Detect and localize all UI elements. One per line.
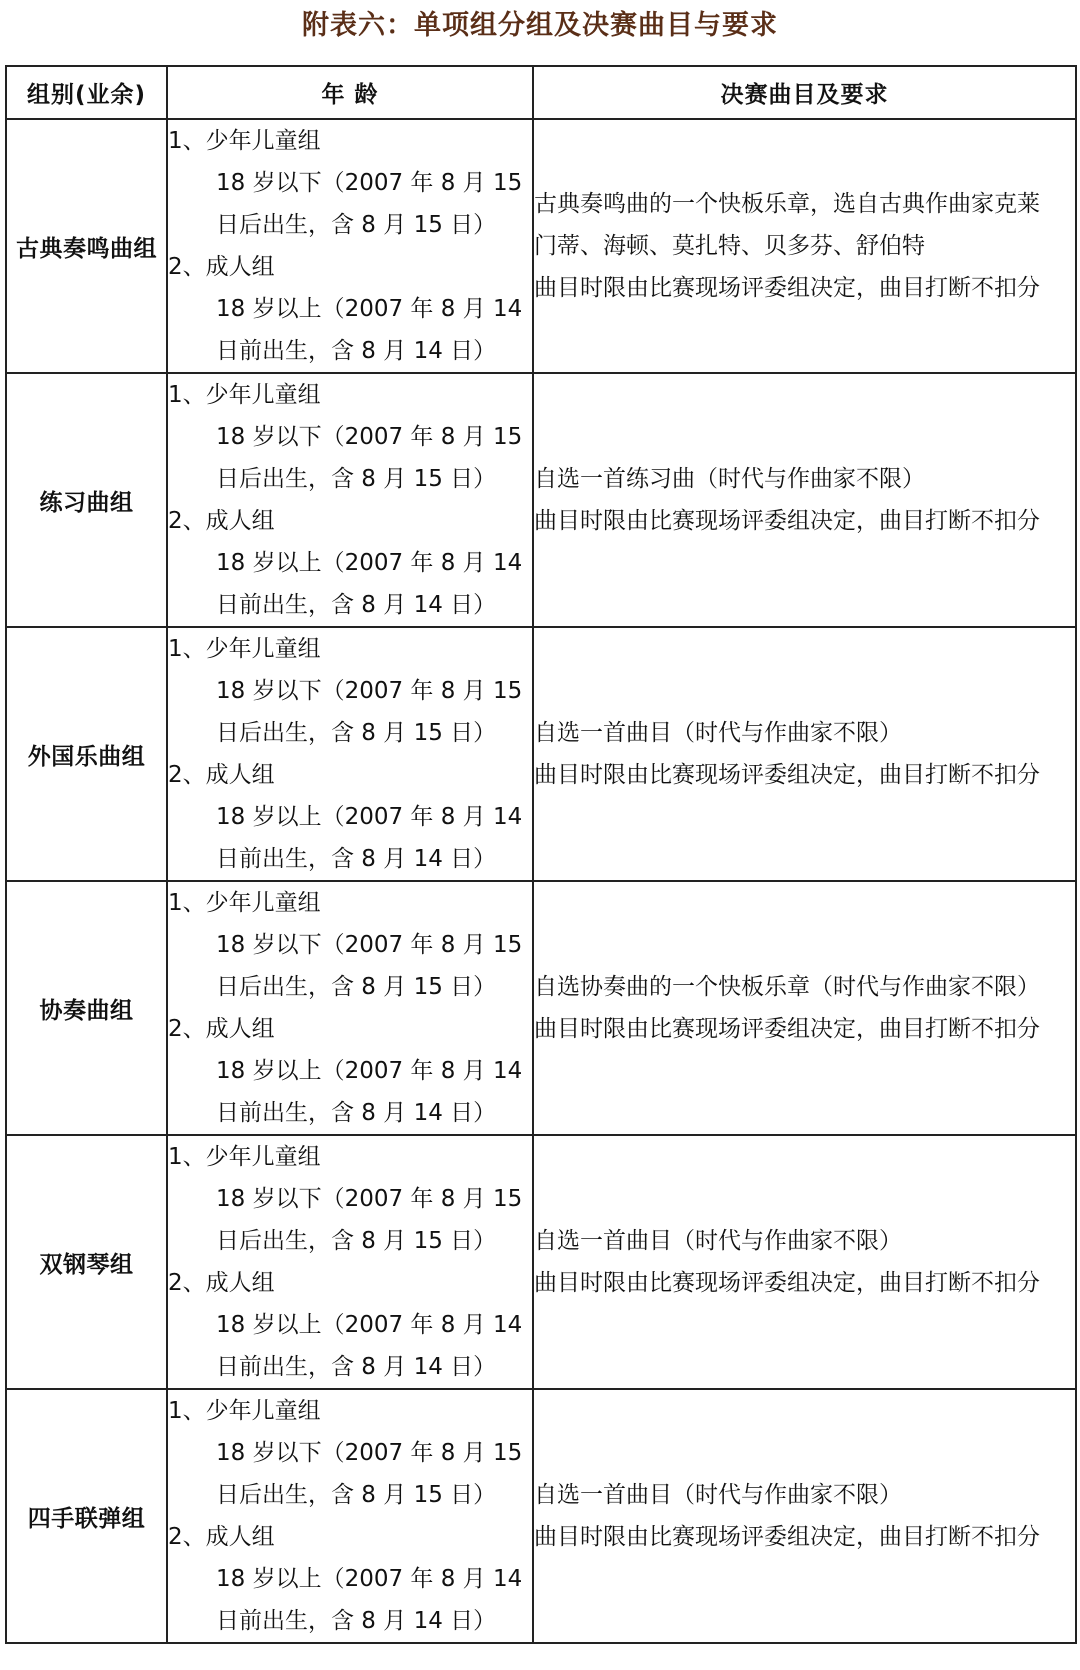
requirement-line: 曲目时限由比赛现场评委组决定，曲目打断不扣分 bbox=[534, 1270, 1040, 1296]
requirement-line: 曲目时限由比赛现场评委组决定，曲目打断不扣分 bbox=[534, 1016, 1040, 1042]
requirement-line: 曲目时限由比赛现场评委组决定，曲目打断不扣分 bbox=[534, 275, 1040, 301]
header-age: 年 龄 bbox=[167, 66, 533, 119]
requirement-line: 自选一首曲目（时代与作曲家不限） bbox=[534, 1482, 902, 1508]
junior-range-line2: 日后出生，含 8 月 15 日） bbox=[216, 974, 497, 1000]
table-row bbox=[6, 1135, 1076, 1389]
header-group: 组别(业余) bbox=[6, 66, 167, 119]
junior-range-line1: 18 岁以下（2007 年 8 月 15 bbox=[216, 932, 523, 958]
group-cell: 古典奏鸣曲组 bbox=[6, 119, 167, 373]
junior-label: 1、少年儿童组 bbox=[168, 636, 321, 662]
adult-range-line2: 日前出生，含 8 月 14 日） bbox=[216, 846, 497, 872]
table-row bbox=[6, 119, 1076, 373]
adult-range-line1: 18 岁以上（2007 年 8 月 14 bbox=[216, 1312, 523, 1338]
requirement-line: 古典奏鸣曲的一个快板乐章，选自古典作曲家克莱 bbox=[534, 191, 1040, 217]
schedule-table bbox=[5, 65, 1077, 1644]
requirement-line: 曲目时限由比赛现场评委组决定，曲目打断不扣分 bbox=[534, 1524, 1040, 1550]
group-cell: 双钢琴组 bbox=[6, 1135, 167, 1389]
table-row bbox=[6, 373, 1076, 627]
age-cell bbox=[167, 119, 533, 373]
requirements-cell bbox=[533, 1135, 1076, 1389]
table-row bbox=[6, 1389, 1076, 1643]
requirement-line: 自选一首曲目（时代与作曲家不限） bbox=[534, 720, 902, 746]
adult-label: 2、成人组 bbox=[168, 508, 275, 534]
adult-range-line1: 18 岁以上（2007 年 8 月 14 bbox=[216, 804, 523, 830]
junior-range-line1: 18 岁以下（2007 年 8 月 15 bbox=[216, 424, 523, 450]
group-cell: 外国乐曲组 bbox=[6, 627, 167, 881]
requirement-line: 自选一首曲目（时代与作曲家不限） bbox=[534, 1228, 902, 1254]
table-header-row bbox=[6, 66, 1076, 119]
requirements-cell bbox=[533, 119, 1076, 373]
header-requirements: 决赛曲目及要求 bbox=[533, 66, 1076, 119]
age-cell bbox=[167, 1135, 533, 1389]
junior-range-line2: 日后出生，含 8 月 15 日） bbox=[216, 720, 497, 746]
requirements-cell bbox=[533, 627, 1076, 881]
adult-label: 2、成人组 bbox=[168, 1524, 275, 1550]
junior-range-line1: 18 岁以下（2007 年 8 月 15 bbox=[216, 1186, 523, 1212]
age-cell bbox=[167, 1389, 533, 1643]
junior-label: 1、少年儿童组 bbox=[168, 1398, 321, 1424]
junior-range-line1: 18 岁以下（2007 年 8 月 15 bbox=[216, 678, 523, 704]
adult-range-line2: 日前出生，含 8 月 14 日） bbox=[216, 1608, 497, 1634]
adult-range-line1: 18 岁以上（2007 年 8 月 14 bbox=[216, 296, 523, 322]
junior-range-line2: 日后出生，含 8 月 15 日） bbox=[216, 1482, 497, 1508]
age-cell bbox=[167, 627, 533, 881]
adult-label: 2、成人组 bbox=[168, 1270, 275, 1296]
requirement-line: 曲目时限由比赛现场评委组决定，曲目打断不扣分 bbox=[534, 508, 1040, 534]
page-title: 附表六：单项组分组及决赛曲目与要求 bbox=[302, 10, 778, 41]
group-cell: 协奏曲组 bbox=[6, 881, 167, 1135]
requirement-line: 自选协奏曲的一个快板乐章（时代与作曲家不限） bbox=[534, 974, 1040, 1000]
junior-label: 1、少年儿童组 bbox=[168, 890, 321, 916]
adult-label: 2、成人组 bbox=[168, 254, 275, 280]
adult-range-line2: 日前出生，含 8 月 14 日） bbox=[216, 1100, 497, 1126]
table-body bbox=[6, 119, 1076, 1643]
adult-range-line1: 18 岁以上（2007 年 8 月 14 bbox=[216, 550, 523, 576]
group-cell: 四手联弹组 bbox=[6, 1389, 167, 1643]
adult-range-line2: 日前出生，含 8 月 14 日） bbox=[216, 1354, 497, 1380]
requirements-cell bbox=[533, 1389, 1076, 1643]
requirements-cell bbox=[533, 881, 1076, 1135]
requirements-cell bbox=[533, 373, 1076, 627]
adult-range-line1: 18 岁以上（2007 年 8 月 14 bbox=[216, 1566, 523, 1592]
age-cell bbox=[167, 373, 533, 627]
adult-label: 2、成人组 bbox=[168, 762, 275, 788]
adult-range-line2: 日前出生，含 8 月 14 日） bbox=[216, 338, 497, 364]
requirement-line: 曲目时限由比赛现场评委组决定，曲目打断不扣分 bbox=[534, 762, 1040, 788]
table-row bbox=[6, 881, 1076, 1135]
junior-range-line2: 日后出生，含 8 月 15 日） bbox=[216, 466, 497, 492]
junior-label: 1、少年儿童组 bbox=[168, 382, 321, 408]
adult-range-line2: 日前出生，含 8 月 14 日） bbox=[216, 592, 497, 618]
table-row bbox=[6, 627, 1076, 881]
junior-range-line2: 日后出生，含 8 月 15 日） bbox=[216, 1228, 497, 1254]
junior-range-line1: 18 岁以下（2007 年 8 月 15 bbox=[216, 170, 523, 196]
junior-label: 1、少年儿童组 bbox=[168, 128, 321, 154]
group-cell: 练习曲组 bbox=[6, 373, 167, 627]
requirement-line: 自选一首练习曲（时代与作曲家不限） bbox=[534, 466, 925, 492]
adult-range-line1: 18 岁以上（2007 年 8 月 14 bbox=[216, 1058, 523, 1084]
junior-range-line1: 18 岁以下（2007 年 8 月 15 bbox=[216, 1440, 523, 1466]
age-cell bbox=[167, 881, 533, 1135]
junior-label: 1、少年儿童组 bbox=[168, 1144, 321, 1170]
adult-label: 2、成人组 bbox=[168, 1016, 275, 1042]
junior-range-line2: 日后出生，含 8 月 15 日） bbox=[216, 212, 497, 238]
requirement-line: 门蒂、海顿、莫扎特、贝多芬、舒伯特 bbox=[534, 233, 925, 259]
